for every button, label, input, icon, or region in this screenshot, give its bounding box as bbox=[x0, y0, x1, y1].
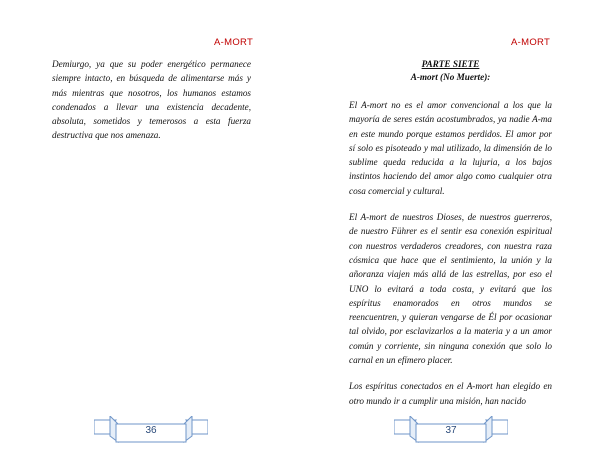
page-footer bbox=[394, 416, 508, 450]
chapter-heading bbox=[349, 58, 552, 84]
paragraph: El A-mort de nuestros Dioses, de nuestros guerreros, de nuestro Führer es el sentir esa conexión espiritual con nuestros verdaderos creadores, con nuestra raza cósmica que hace que el sentimiento, la unión y la añoranza viajen más allá de las estrellas, por eso el UNO lo evitará a toda costa, y evitará que los espíritus enamorados en otros mundos se reencuentren, y quieran vengarse de Él por ocasionar tal olvido, por esclavizarlos a la materia y a un amor común y corriente, sin ninguna conexión que solo lo carnal en un efímero placer. bbox=[349, 212, 552, 366]
body-text bbox=[52, 57, 251, 155]
page-number: 36 bbox=[145, 425, 157, 436]
page-number: 37 bbox=[445, 425, 457, 436]
part-title: PARTE SIETE bbox=[421, 59, 480, 69]
paragraph: El A-mort no es el amor convencional a los que la mayoría de seres están acostumbrados, ya nadie A-ma en este mundo porque estamos perdidos. El amor por sí solo es pisoteado y mal utilizado, la dimensión de lo sublime queda reducida a la lujuria, a los bajos instintos haciendo del amor algo como cualquier otra cosa comercial y cultural. bbox=[349, 100, 552, 196]
right-page bbox=[300, 0, 600, 458]
running-head: A-MORT bbox=[214, 37, 254, 48]
page-footer bbox=[94, 416, 208, 450]
chapter-title: A-mort (No Muerte): bbox=[410, 72, 491, 82]
running-head: A-MORT bbox=[511, 37, 551, 48]
paragraph: Demiurgo, ya que su poder energético permanece siempre intacto, en búsqueda de alimentarse más y más mientras que nosotros, los humanos estamos condenados a llevar una existencia decadente, absoluta, sometidos y temerosos a esta fuerza destructiva que nos amenaza. bbox=[52, 59, 251, 141]
body-text bbox=[349, 58, 552, 420]
paragraph: Los espíritus conectados en el A-mort han elegido en otro mundo ir a cumplir una misión, han nacido bbox=[349, 381, 552, 406]
